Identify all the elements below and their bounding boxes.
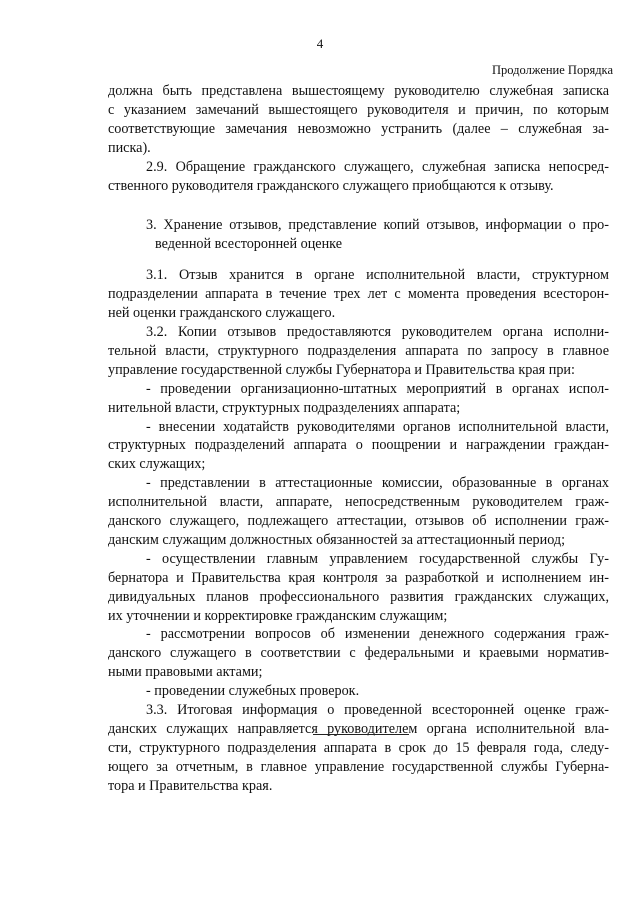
text-line: данского служащего в соответствии с федеральными и краевыми норматив- — [108, 645, 609, 662]
page-number: 4 — [316, 36, 324, 51]
document-body — [108, 82, 609, 796]
paragraph-2-9 — [108, 158, 609, 196]
text-line: соответствующие замечания невозможно устранить (далее – служебная за- — [108, 120, 609, 137]
text-line: - рассмотрении вопросов об изменении денежного содержания граж- — [146, 626, 609, 643]
end-of-document-rule — [313, 734, 409, 735]
list-item — [108, 380, 609, 418]
text-line: писка). — [108, 139, 151, 156]
text-line: - осуществлении главным управлением государственной службы Гу- — [146, 550, 609, 567]
text-line: - проведении организационно-штатных мероприятий в органах испол- — [146, 380, 609, 397]
text-line: дивидуальных планов профессионального развития гражданских служащих, — [108, 588, 609, 605]
list-item — [108, 474, 609, 550]
paragraph-continuation — [108, 82, 609, 158]
text-line: - проведении служебных проверок. — [146, 683, 360, 700]
text-line: 3.3. Итоговая информация о проведенной всесторонней оценке граж- — [146, 702, 609, 719]
list-item — [108, 682, 609, 701]
text-line: данского служащего, подлежащего аттестации, отзывов об исполнении граж- — [108, 513, 609, 530]
text-line: 2.9. Обращение гражданского служащего, служебная записка непосред- — [146, 158, 609, 175]
paragraph-3-1 — [108, 266, 609, 323]
text-line: сти, структурного подразделения аппарата в срок до 15 февраля года, следу- — [108, 739, 609, 756]
text-line: ней оценки гражданского служащего. — [108, 305, 336, 322]
text-line: ственного руководителя гражданского служащего приобщаются к отзыву. — [108, 177, 554, 194]
text-line: 3.1. Отзыв хранится в органе исполнительной власти, структурном — [146, 267, 609, 284]
list-item — [108, 625, 609, 682]
text-line: структурных подразделений аппарата о поощрении и награждении граждан- — [108, 437, 609, 454]
section-3-heading — [108, 216, 609, 254]
text-line: 3. Хранение отзывов, представление копий отзывов, информации о про- — [146, 217, 609, 234]
text-line: должна быть представлена вышестоящему руководителю служебная записка — [108, 83, 609, 99]
text-line: веденной всесторонней оценке — [155, 236, 343, 253]
text-line: тора и Правительства края. — [108, 777, 273, 794]
text-line: подразделении аппарата в течение трех лет с момента проведения всесторон- — [108, 286, 609, 303]
text-line: ными правовыми актами; — [108, 664, 263, 681]
text-line: бернатора и Правительства края контроля за разработкой и исполнением ин- — [108, 569, 609, 586]
text-line: данским служащим должностных обязанностей за аттестационный период; — [108, 531, 566, 548]
text-line: данских служащих направляется руководителем органа исполнительной вла- — [108, 721, 609, 737]
text-line: их уточнении и корректировке гражданским служащим; — [108, 607, 448, 624]
text-line: тельной власти, структурного подразделения аппарата по запросу в главное — [108, 342, 609, 359]
text-line: - внесении ходатайств руководителями органов исполнительной власти, — [146, 418, 609, 435]
paragraph-3-3 — [108, 701, 609, 796]
text-line: - представлении в аттестационные комиссии, образованные в органах — [146, 475, 609, 492]
text-line: с указанием замечаний вышестоящего руководителя и причин, по которым — [108, 101, 609, 118]
list-item — [108, 550, 609, 626]
running-head: Продолжение Порядка — [492, 63, 613, 77]
spacer — [108, 254, 609, 266]
text-line: 3.2. Копии отзывов предоставляются руководителем органа исполни- — [146, 323, 609, 340]
list-item — [108, 418, 609, 475]
text-line: ющего за отчетным, в главное управление государственной службы Губерна- — [108, 758, 609, 775]
paragraph-3-2 — [108, 323, 609, 380]
text-line: исполнительной власти, аппарате, непосредственным руководителем граж- — [108, 494, 609, 511]
text-line: ских служащих; — [108, 456, 206, 473]
text-line: нительной власти, структурных подразделениях аппарата; — [108, 399, 461, 416]
text-line: управление государственной службы Губернатора и Правительства края при: — [108, 361, 575, 378]
